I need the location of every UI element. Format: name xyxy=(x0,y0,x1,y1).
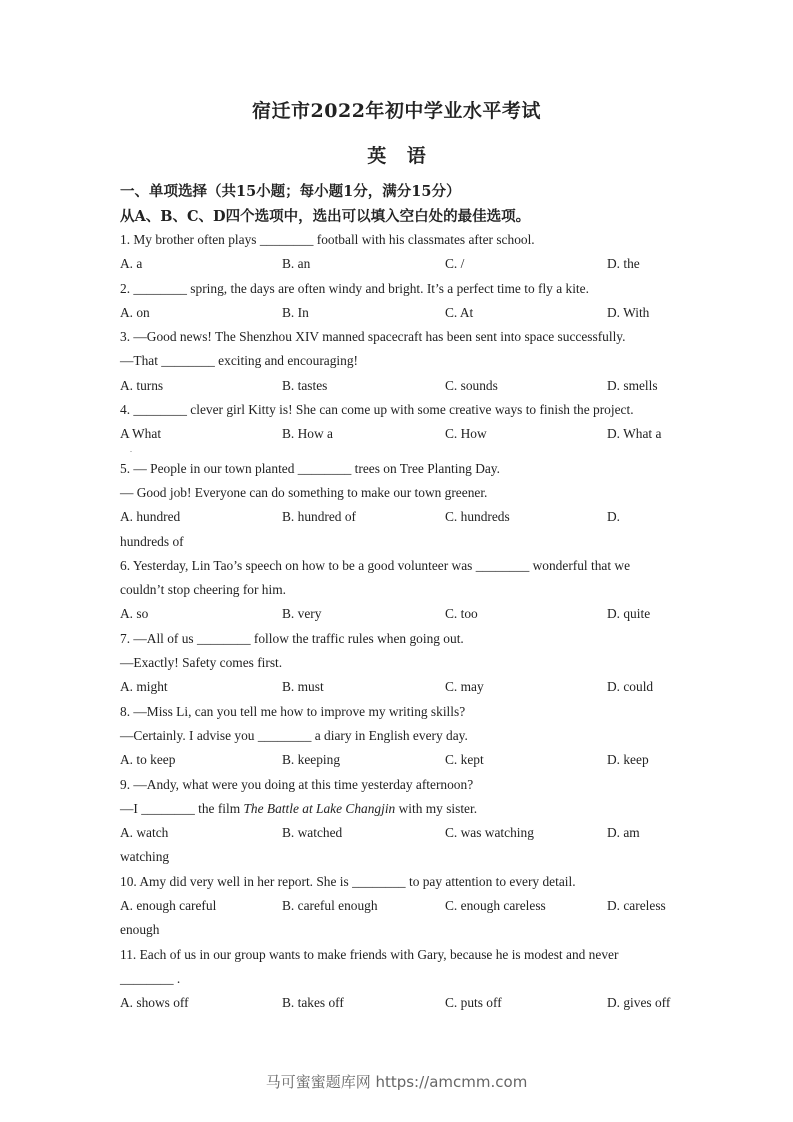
option-d[interactable]: D. With xyxy=(607,304,650,320)
option-b[interactable]: B. must xyxy=(282,679,324,695)
question-11 xyxy=(120,945,680,1018)
option-row xyxy=(120,823,680,847)
question-1 xyxy=(120,230,680,279)
option-c[interactable]: C. kept xyxy=(445,752,484,768)
option-a[interactable]: A. to keep xyxy=(120,752,176,768)
question-stem-line-2: —That ________ exciting and encouraging! xyxy=(120,353,358,369)
question-stem: 11. Each of us in our group wants to make friends with Gary, because he is modest and never xyxy=(120,946,619,962)
option-a[interactable]: A. on xyxy=(120,304,150,320)
option-c[interactable]: C. At xyxy=(445,304,474,320)
subject-title: 英 语 xyxy=(367,145,426,167)
option-row xyxy=(120,254,680,278)
stray-dot: . xyxy=(130,445,132,455)
option-b[interactable]: B. In xyxy=(282,304,309,320)
option-a[interactable]: A. hundred xyxy=(120,509,181,525)
question-stem: 8. —Miss Li, can you tell me how to improve my writing skills? xyxy=(120,703,466,719)
option-c[interactable]: C. was watching xyxy=(445,825,534,841)
option-d-continued: hundreds of xyxy=(120,533,184,549)
option-c[interactable]: C. hundreds xyxy=(445,509,510,525)
option-a[interactable]: A. watch xyxy=(120,825,169,841)
option-c[interactable]: C. / xyxy=(445,256,465,272)
option-a[interactable]: A. so xyxy=(120,606,149,622)
question-stem: 7. —All of us ________ follow the traffic rules when going out. xyxy=(120,630,464,646)
option-row xyxy=(120,677,680,701)
option-c[interactable]: C. sounds xyxy=(445,377,498,393)
option-row xyxy=(120,507,680,531)
question-2 xyxy=(120,279,680,328)
section-instruction: 从A、B、C、D四个选项中，选出可以填入空白处的最佳选项。 xyxy=(120,208,531,225)
option-a[interactable]: A What xyxy=(120,426,162,442)
option-b[interactable]: B. an xyxy=(282,256,311,272)
option-d-continued: watching xyxy=(120,849,170,865)
question-stem: 1. My brother often plays ________ football with his classmates after school. xyxy=(120,232,535,247)
option-b[interactable]: B. takes off xyxy=(282,995,344,1011)
option-b[interactable]: B. tastes xyxy=(282,377,328,393)
question-10 xyxy=(120,872,680,945)
option-d[interactable]: D. What a xyxy=(607,426,662,442)
question-stem: 6. Yesterday, Lin Tao’s speech on how to be a good volunteer was ________ wonderful that we xyxy=(120,557,631,573)
film-title: The Battle at Lake Changjin xyxy=(243,800,396,816)
question-8 xyxy=(120,702,680,775)
footer-watermark: 马可蜜蜜题库网 https://amcmm.com xyxy=(265,1073,528,1091)
option-a[interactable]: A. shows off xyxy=(120,995,189,1011)
option-a[interactable]: A. turns xyxy=(120,377,164,393)
option-c[interactable]: C. puts off xyxy=(445,995,502,1011)
section-heading: 一、单项选择（共15小题；每小题1分，满分15分） xyxy=(120,183,461,200)
question-9 xyxy=(120,775,680,872)
question-4 xyxy=(120,400,680,459)
question-stem: 2. ________ spring, the days are often windy and bright. It’s a perfect time to fly a kite. xyxy=(120,280,589,296)
option-b[interactable]: B. very xyxy=(282,606,322,622)
option-d[interactable]: D. am xyxy=(607,825,640,841)
question-stem-line-2: —Certainly. I advise you ________ a diary in English every day. xyxy=(120,727,468,743)
option-row xyxy=(120,424,680,455)
option-d[interactable]: D. could xyxy=(607,679,654,695)
option-d[interactable]: D. the xyxy=(607,256,640,272)
option-a[interactable]: A. a xyxy=(120,256,143,272)
option-row xyxy=(120,303,680,327)
question-3 xyxy=(120,327,680,400)
option-d[interactable]: D. careless xyxy=(607,898,666,914)
option-d[interactable]: D. smells xyxy=(607,377,658,393)
option-row xyxy=(120,750,680,774)
option-b[interactable]: B. keeping xyxy=(282,752,341,768)
question-stem: 5. — People in our town planted ________ trees on Tree Planting Day. xyxy=(120,460,500,476)
option-row xyxy=(120,993,680,1017)
option-c[interactable]: C. may xyxy=(445,679,484,695)
question-stem-line-2: —I ________ the film The Battle at Lake Changjin with my sister. xyxy=(120,800,478,816)
question-stem: 3. —Good news! The Shenzhou XIV manned spacecraft has been sent into space successfully. xyxy=(120,329,626,345)
option-b[interactable]: B. hundred of xyxy=(282,509,357,525)
exam-title: 宿迁市2022年初中学业水平考试 xyxy=(252,100,541,122)
question-7 xyxy=(120,629,680,702)
option-c[interactable]: C. How xyxy=(445,426,487,442)
question-stem: 4. ________ clever girl Kitty is! She can come up with some creative ways to finish the project. xyxy=(120,402,634,418)
question-list xyxy=(120,230,680,1018)
question-5 xyxy=(120,459,680,556)
question-stem-line-2: ________ . xyxy=(120,970,181,986)
question-stem-line-2: couldn’t stop cheering for him. xyxy=(120,582,286,598)
option-row xyxy=(120,376,680,400)
option-b[interactable]: B. How a xyxy=(282,426,333,442)
option-a[interactable]: A. might xyxy=(120,679,168,695)
option-d-continued: enough xyxy=(120,922,160,938)
option-b[interactable]: B. watched xyxy=(282,825,343,841)
option-b[interactable]: B. careful enough xyxy=(282,898,378,914)
option-row xyxy=(120,896,680,920)
question-stem: 9. —Andy, what were you doing at this time yesterday afternoon? xyxy=(120,776,474,792)
question-stem: 10. Amy did very well in her report. She is ________ to pay attention to every detail. xyxy=(120,873,576,889)
option-d[interactable]: D. keep xyxy=(607,752,649,768)
option-a[interactable]: A. enough careful xyxy=(120,898,217,914)
option-d[interactable]: D. xyxy=(607,509,621,525)
option-row xyxy=(120,604,680,628)
question-stem-line-2: — Good job! Everyone can do something to make our town greener. xyxy=(120,484,488,500)
option-d[interactable]: D. gives off xyxy=(607,995,671,1011)
question-stem-line-2: —Exactly! Safety comes first. xyxy=(120,655,283,671)
option-d[interactable]: D. quite xyxy=(607,606,651,622)
option-c[interactable]: C. too xyxy=(445,606,478,622)
option-c[interactable]: C. enough careless xyxy=(445,898,546,914)
question-6 xyxy=(120,556,680,629)
